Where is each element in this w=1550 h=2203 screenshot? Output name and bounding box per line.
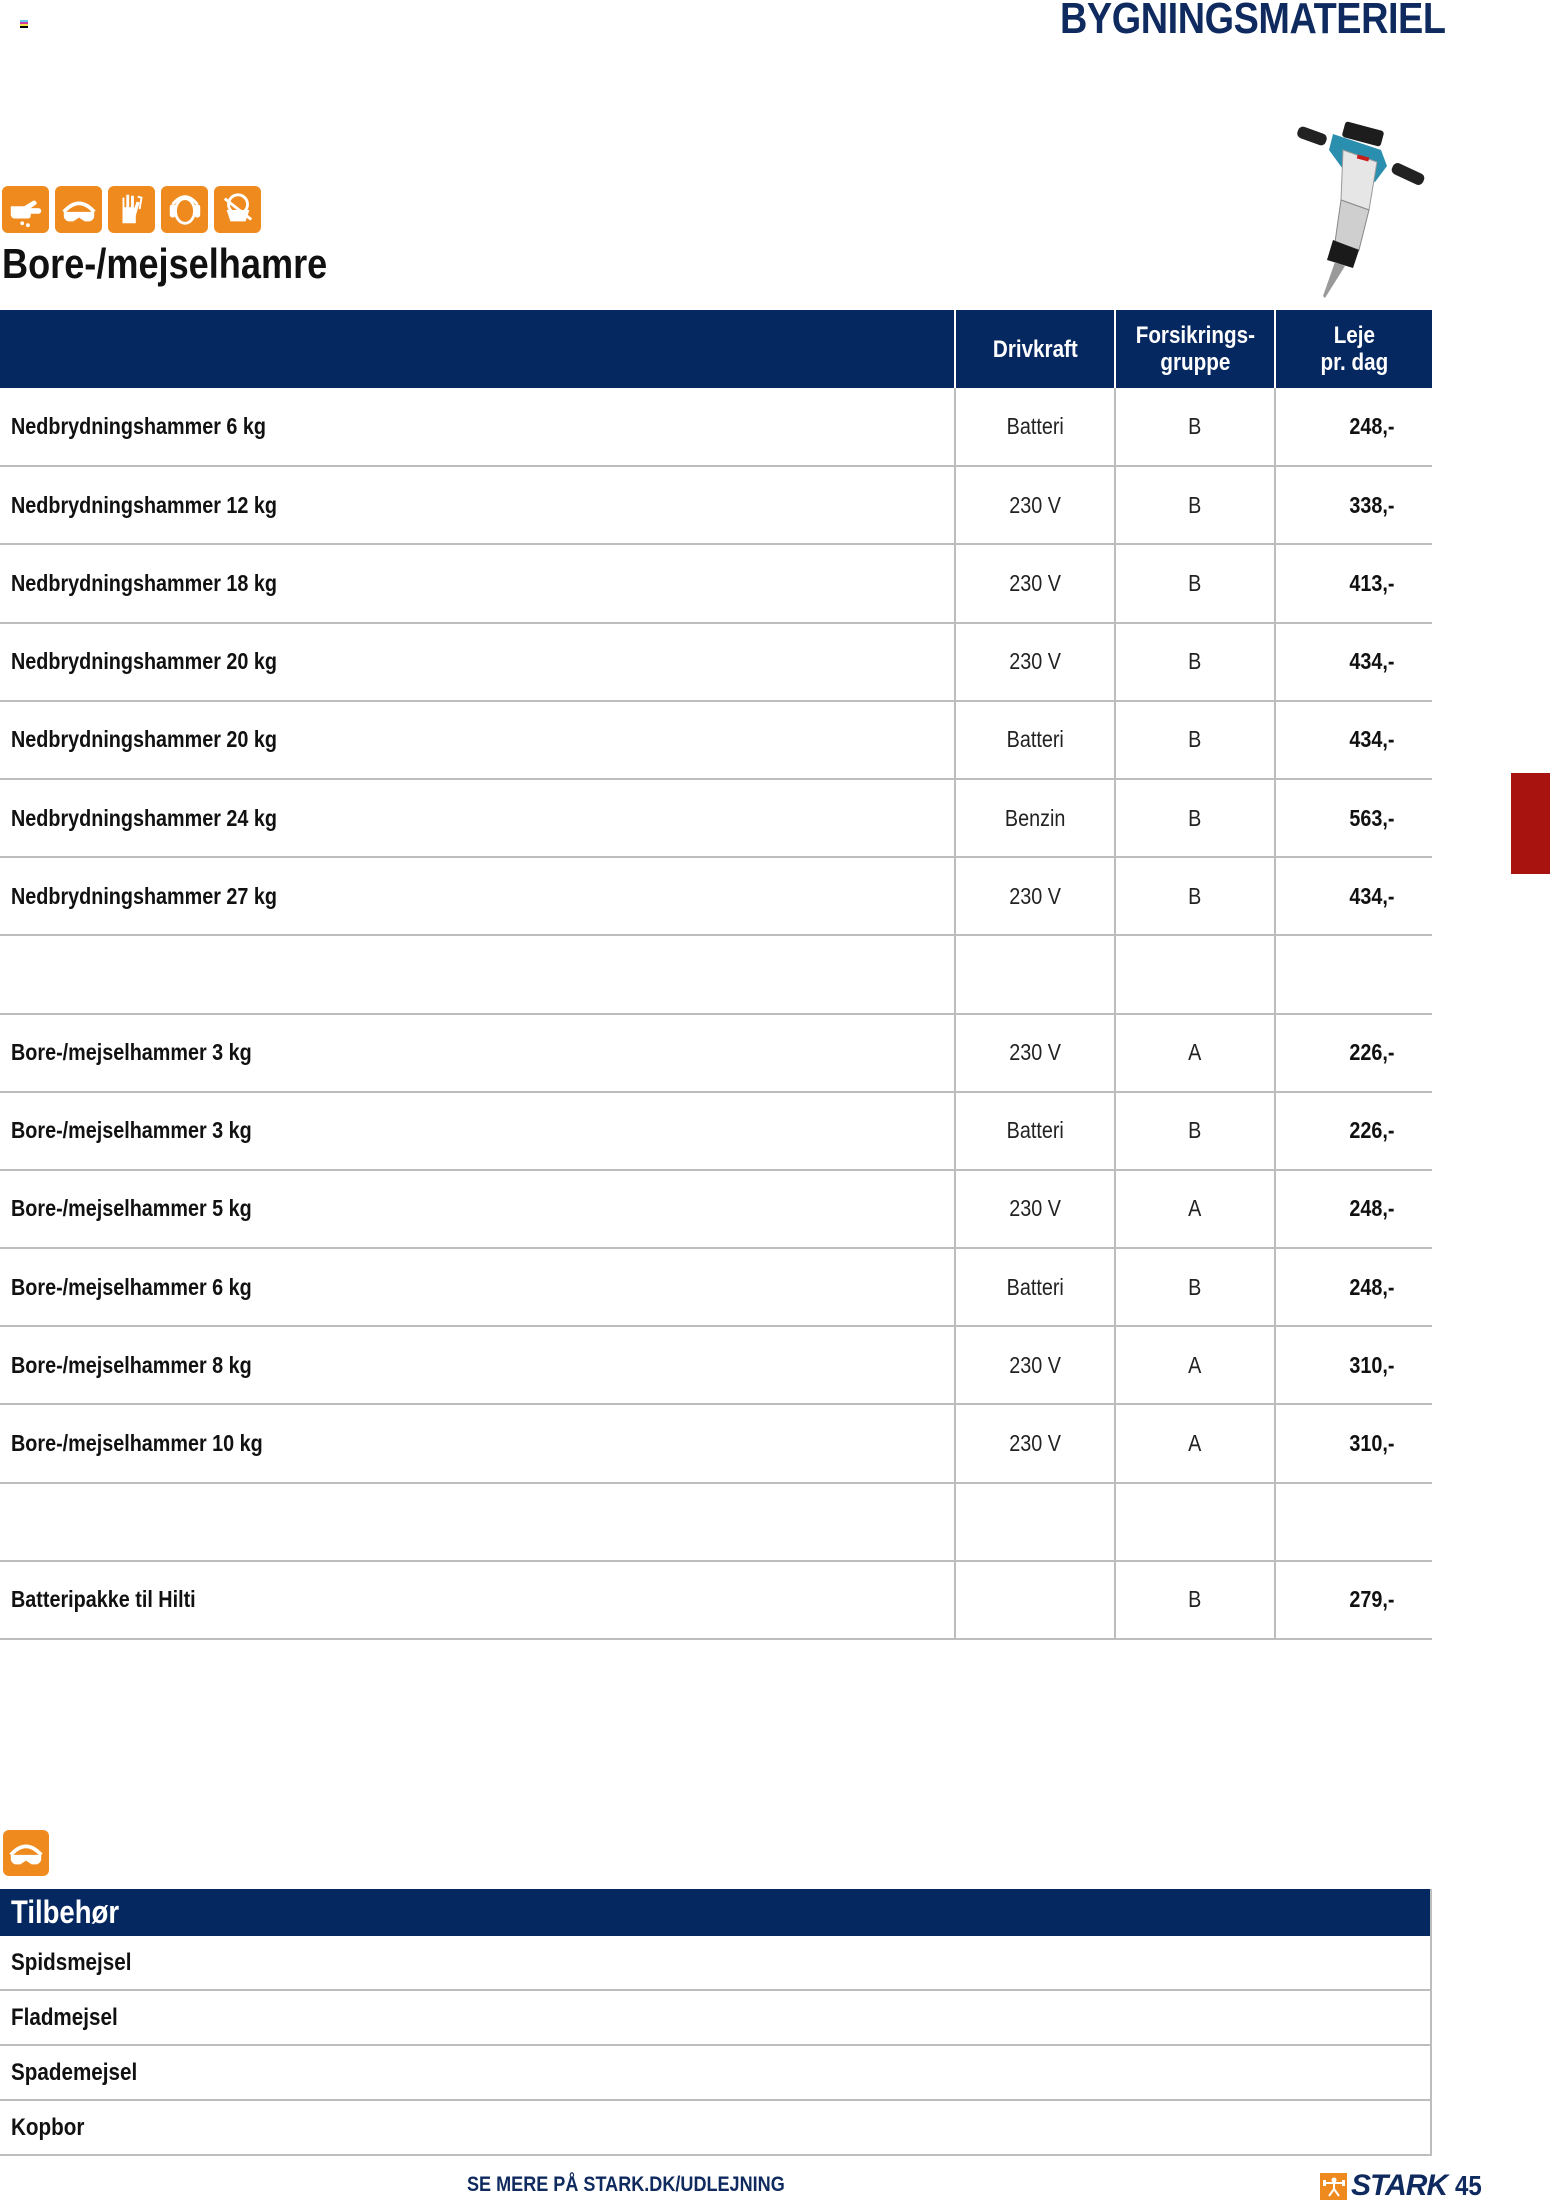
table-row xyxy=(0,857,1432,935)
table-row xyxy=(0,1404,1432,1482)
price-per-day: 248,- xyxy=(1275,1170,1432,1248)
price-per-day: 413,- xyxy=(1275,544,1432,622)
price-per-day: 279,- xyxy=(1275,1561,1432,1639)
table-row xyxy=(0,466,1432,544)
drive-type: 230 V xyxy=(955,1326,1115,1404)
drive-type: Batteri xyxy=(955,1248,1115,1326)
section-title: BYGNINGSMATERIEL xyxy=(1060,0,1446,43)
table-header-row xyxy=(0,310,1432,388)
print-registration-mark xyxy=(20,20,28,28)
drive-type: 230 V xyxy=(955,1014,1115,1092)
insurance-group xyxy=(1115,935,1275,1013)
safety-goggles-icon xyxy=(3,1830,49,1876)
accessories-header: Tilbehør xyxy=(0,1889,1430,1936)
insurance-group: B xyxy=(1115,466,1275,544)
product-name: Bore-/mejselhammer 3 kg xyxy=(0,1014,955,1092)
header-leje-pr-dag: Leje pr. dag xyxy=(1275,310,1432,388)
price-per-day: 310,- xyxy=(1275,1404,1432,1482)
insurance-group: B xyxy=(1115,623,1275,701)
table-row xyxy=(0,623,1432,701)
table-row xyxy=(0,701,1432,779)
price-per-day: 434,- xyxy=(1275,623,1432,701)
drive-type: 230 V xyxy=(955,857,1115,935)
drive-type: 230 V xyxy=(955,623,1115,701)
table-row-empty xyxy=(0,1483,1432,1561)
product-name: Bore-/mejselhammer 5 kg xyxy=(0,1170,955,1248)
drive-type: 230 V xyxy=(955,1404,1115,1482)
product-name: Nedbrydningshammer 20 kg xyxy=(0,623,955,701)
brand-name: STARK xyxy=(1351,2169,1448,2202)
header-product xyxy=(0,310,955,388)
insurance-group: B xyxy=(1115,1092,1275,1170)
product-name: Nedbrydningshammer 24 kg xyxy=(0,779,955,857)
product-name: Nedbrydningshammer 12 kg xyxy=(0,466,955,544)
price-per-day xyxy=(1275,935,1432,1013)
product-name: Bore-/mejselhammer 10 kg xyxy=(0,1404,955,1482)
page-number: 45 xyxy=(1455,2170,1482,2201)
accessory-item: Fladmejsel xyxy=(0,1991,1430,2046)
drive-type xyxy=(955,1483,1115,1561)
hand-protection-icon xyxy=(2,186,49,233)
drive-type: Benzin xyxy=(955,779,1115,857)
safety-icons xyxy=(2,186,261,233)
drive-type: Batteri xyxy=(955,701,1115,779)
product-name: Nedbrydningshammer 27 kg xyxy=(0,857,955,935)
stark-logo xyxy=(1320,2169,1486,2202)
product-name: Bore-/mejselhammer 3 kg xyxy=(0,1092,955,1170)
insurance-group: B xyxy=(1115,544,1275,622)
drive-type xyxy=(955,935,1115,1013)
table-row xyxy=(0,1326,1432,1404)
ear-protection-icon xyxy=(161,186,208,233)
drive-type: Batteri xyxy=(955,388,1115,466)
insurance-group: B xyxy=(1115,779,1275,857)
price-per-day: 434,- xyxy=(1275,701,1432,779)
drive-type xyxy=(955,1561,1115,1639)
price-per-day: 434,- xyxy=(1275,857,1432,935)
table-row xyxy=(0,1561,1432,1639)
product-name xyxy=(0,1483,955,1561)
safety-goggles-icon xyxy=(55,186,102,233)
header-forsikringsgruppe: Forsikrings- gruppe xyxy=(1115,310,1275,388)
chapter-tab-marker xyxy=(1511,773,1550,874)
insurance-group: B xyxy=(1115,701,1275,779)
product-name xyxy=(0,935,955,1013)
insurance-group: B xyxy=(1115,388,1275,466)
accessory-item: Kopbor xyxy=(0,2101,1430,2156)
rental-price-table xyxy=(0,310,1432,1640)
accessory-item: Spademejsel xyxy=(0,2046,1430,2101)
drive-type: Batteri xyxy=(955,1092,1115,1170)
drive-type: 230 V xyxy=(955,1170,1115,1248)
product-name: Nedbrydningshammer 20 kg xyxy=(0,701,955,779)
footer-website-link[interactable]: SE MERE PÅ STARK.DK/UDLEJNING xyxy=(467,2173,785,2196)
price-per-day: 248,- xyxy=(1275,388,1432,466)
insurance-group: A xyxy=(1115,1170,1275,1248)
table-row xyxy=(0,1092,1432,1170)
price-per-day xyxy=(1275,1483,1432,1561)
respirator-mask-icon xyxy=(214,186,261,233)
header-drivkraft: Drivkraft xyxy=(955,310,1115,388)
product-name: Nedbrydningshammer 6 kg xyxy=(0,388,955,466)
table-row-empty xyxy=(0,935,1432,1013)
table-row xyxy=(0,779,1432,857)
accessory-item: Spidsmejsel xyxy=(0,1936,1430,1991)
demolition-hammer-image xyxy=(1295,120,1435,300)
price-per-day: 248,- xyxy=(1275,1248,1432,1326)
drive-type: 230 V xyxy=(955,466,1115,544)
price-per-day: 226,- xyxy=(1275,1092,1432,1170)
insurance-group: B xyxy=(1115,1248,1275,1326)
product-name: Bore-/mejselhammer 6 kg xyxy=(0,1248,955,1326)
table-row xyxy=(0,1014,1432,1092)
price-per-day: 310,- xyxy=(1275,1326,1432,1404)
table-row xyxy=(0,1170,1432,1248)
insurance-group xyxy=(1115,1483,1275,1561)
product-name: Nedbrydningshammer 18 kg xyxy=(0,544,955,622)
drive-type: 230 V xyxy=(955,544,1115,622)
insurance-group: A xyxy=(1115,1014,1275,1092)
insurance-group: B xyxy=(1115,1561,1275,1639)
accessories-table xyxy=(0,1889,1432,2156)
product-name: Bore-/mejselhammer 8 kg xyxy=(0,1326,955,1404)
price-per-day: 563,- xyxy=(1275,779,1432,857)
price-per-day: 226,- xyxy=(1275,1014,1432,1092)
table-row xyxy=(0,388,1432,466)
table-row xyxy=(0,544,1432,622)
product-title: Bore-/mejselhamre xyxy=(2,240,328,287)
table-row xyxy=(0,1248,1432,1326)
price-per-day: 338,- xyxy=(1275,466,1432,544)
product-name: Batteripakke til Hilti xyxy=(0,1561,955,1639)
insurance-group: A xyxy=(1115,1404,1275,1482)
gloves-icon xyxy=(108,186,155,233)
insurance-group: B xyxy=(1115,857,1275,935)
stark-logo-icon xyxy=(1320,2173,1347,2200)
insurance-group: A xyxy=(1115,1326,1275,1404)
